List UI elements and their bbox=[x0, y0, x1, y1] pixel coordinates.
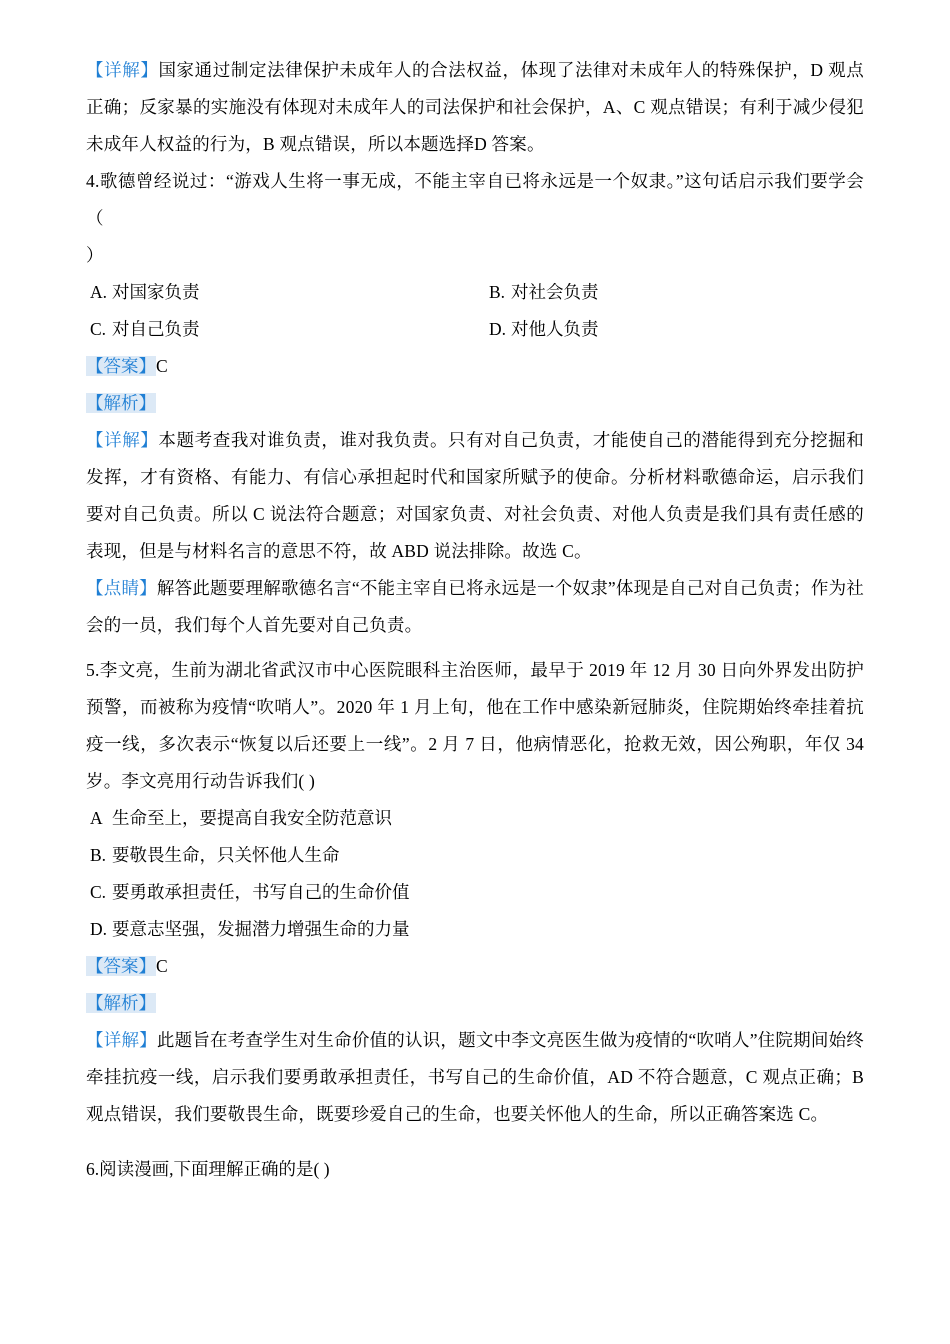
question-4-options-row-2 bbox=[86, 311, 864, 348]
option-b-letter: B. bbox=[489, 282, 506, 302]
question-4-answer bbox=[86, 348, 864, 385]
q5-option-c-text: 要勇敢承担责任，书写自己的生命价值 bbox=[112, 882, 410, 902]
explain-tag: 【详解】 bbox=[86, 60, 159, 80]
question-6-stem-text: 6.阅读漫画,下面理解正确的是( ) bbox=[86, 1158, 330, 1179]
question-4-options-row-1 bbox=[86, 274, 864, 311]
explain-tag-q4: 【详解】 bbox=[86, 430, 159, 450]
answer-value-q5: C bbox=[156, 956, 168, 976]
analysis-tag: 【解析】 bbox=[86, 393, 156, 413]
q5-option-d-letter: D. bbox=[90, 919, 108, 939]
explanation-paragraph-q3 bbox=[86, 52, 864, 163]
explain-text-q5: 此题旨在考查学生对生命价值的认识，题文中李文亮医生做为疫情的“吹哨人”住院期间始终牵挂抗疫一线，启示我们要勇敢承担责任，书写自己的生命价值，AD 不符合题意，C 观点正确；B 观点错误，我们要敬畏生命，既要珍爱自己的生命，也要关怀他人的生命，所以正确答案选 C。 bbox=[86, 1030, 864, 1124]
option-c[interactable] bbox=[86, 311, 475, 348]
option-b[interactable] bbox=[475, 274, 864, 311]
option-a-text: 对国家负责 bbox=[112, 282, 200, 302]
analysis-tag-q5: 【解析】 bbox=[86, 993, 156, 1013]
option-a-letter: A. bbox=[90, 282, 108, 302]
question-5-stem-text: 5.李文亮，生前为湖北省武汉市中心医院眼科主治医师，最早于 2019 年 12 月 30 日向外界发出防护预警，而被称为疫情“吹哨人”。2020 年 1 月上旬，他在工作中感染新冠肺炎，住院期始终牵挂着抗疫一线，多次表示“恢复以后还要上一线”。2 月 7 日，他病情恶化，抢救无效，因公殉职，年仅 34 岁。李文亮用行动告诉我们( ) bbox=[86, 660, 864, 791]
question-4-stem-text: 4.歌德曾经说过：“游戏人生将一事无成，不能主宰自已将永远是一个奴隶。”这句话启示我们要学会（ bbox=[86, 171, 864, 228]
question-5-analysis-tag-line bbox=[86, 985, 864, 1022]
question-5-stem bbox=[86, 652, 864, 800]
point-text-q4: 解答此题要理解歌德名言“不能主宰自已将永远是一个奴隶”体现是自己对自己负责；作为社会的一员，我们每个人首先要对自己负责。 bbox=[86, 578, 864, 635]
question-5-explanation bbox=[86, 1022, 864, 1133]
answer-tag-q5: 【答案】 bbox=[86, 956, 156, 976]
question-4-explanation bbox=[86, 422, 864, 570]
question-5-answer bbox=[86, 948, 864, 985]
question-4-analysis-tag-line bbox=[86, 385, 864, 422]
q5-option-a[interactable] bbox=[86, 800, 864, 837]
q5-option-c-letter: C. bbox=[90, 882, 107, 902]
option-c-text: 对自己负责 bbox=[112, 319, 200, 339]
answer-value: C bbox=[156, 356, 168, 376]
point-tag-q4: 【点睛】 bbox=[86, 578, 157, 598]
explain-tag-q5: 【详解】 bbox=[86, 1030, 157, 1050]
explain-text: 国家通过制定法律保护未成年人的合法权益，体现了法律对未成年人的特殊保护，D 观点正确；反家暴的实施没有体现对未成年人的司法保护和社会保护，A、C 观点错误；有利于减少侵犯未成年人权益的行为，B 观点错误，所以本题选择D 答案。 bbox=[86, 60, 864, 154]
explain-text-q4: 本题考查我对谁负责，谁对我负责。只有对自己负责，才能使自己的潜能得到充分挖掘和发挥，才有资格、有能力、有信心承担起时代和国家所赋予的使命。分析材料歌德命运，启示我们要对自己负责。所以 C 说法符合题意；对国家负责、对社会负责、对他人负责是我们具有责任感的表现，但是与材料名言的意思不符，故 ABD 说法排除。故选 C。 bbox=[86, 430, 865, 561]
question-4-key-point bbox=[86, 570, 864, 644]
q5-option-a-text: 生命至上，要提高自我安全防范意识 bbox=[112, 808, 392, 828]
option-d[interactable] bbox=[475, 311, 864, 348]
q5-option-b-text: 要敬畏生命，只关怀他人生命 bbox=[112, 845, 340, 865]
question-4-stem-tail-text: ） bbox=[86, 245, 104, 265]
question-4-stem-tail bbox=[86, 237, 864, 274]
option-d-letter: D. bbox=[489, 319, 507, 339]
question-4-stem bbox=[86, 163, 864, 237]
option-c-letter: C. bbox=[90, 319, 107, 339]
answer-tag: 【答案】 bbox=[86, 356, 156, 376]
q5-option-d-text: 要意志坚强，发掘潜力增强生命的力量 bbox=[112, 919, 410, 939]
q5-option-a-letter: A bbox=[90, 808, 103, 828]
question-6-stem bbox=[86, 1151, 864, 1188]
option-d-text: 对他人负责 bbox=[511, 319, 599, 339]
option-a[interactable] bbox=[86, 274, 475, 311]
q5-option-c[interactable] bbox=[86, 874, 864, 911]
option-b-text: 对社会负责 bbox=[511, 282, 599, 302]
q5-option-b[interactable] bbox=[86, 837, 864, 874]
q5-option-d[interactable] bbox=[86, 911, 864, 948]
q5-option-b-letter: B. bbox=[90, 845, 107, 865]
